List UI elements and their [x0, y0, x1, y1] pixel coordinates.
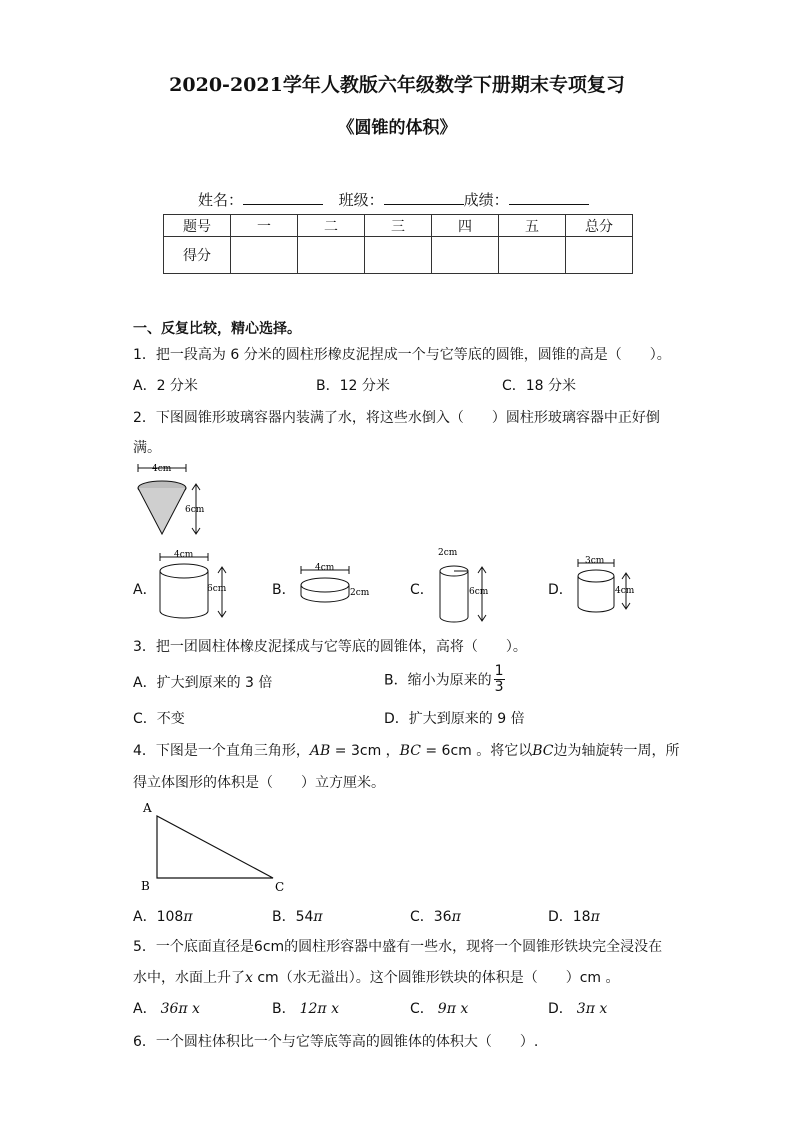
header-cell: 总分 — [566, 215, 633, 237]
cyl-a-diameter: 4cm — [174, 550, 194, 560]
q3-option-b-text: B．缩小为原来的 — [384, 672, 492, 689]
class-label: 班级： — [338, 191, 384, 209]
header-cell: 一 — [231, 215, 298, 237]
q2-cone-figure — [130, 460, 220, 540]
q1-option-a[interactable]: A．2 分米 — [133, 378, 198, 394]
q1-option-b[interactable]: B．12 分米 — [316, 378, 390, 394]
vertex-b-label: B — [141, 879, 150, 893]
section-title: 一、反复比较，精心选择。 — [133, 321, 301, 337]
q1-stem: 1．把一段高为 6 分米的圆柱形橡皮泥捏成一个与它等底的圆锥，圆锥的高是（ ）。 — [133, 347, 671, 363]
score-table-header-row — [164, 215, 633, 237]
page-title: 2020-2021学年人教版六年级数学下册期末专项复习 — [169, 74, 625, 96]
row-label: 得分 — [164, 237, 231, 274]
q4-triangle-figure — [135, 798, 295, 894]
q4-option-d[interactable]: D．18π — [548, 909, 600, 925]
score-table — [163, 214, 633, 274]
header-cell: 五 — [499, 215, 566, 237]
q3-option-b[interactable] — [384, 664, 505, 695]
q2-cylinder-c — [428, 545, 500, 627]
q4-option-a[interactable]: A．108π — [133, 909, 193, 925]
header-cell: 三 — [365, 215, 432, 237]
q3-option-d[interactable]: D．扩大到原来的 9 倍 — [384, 711, 525, 727]
class-blank[interactable] — [384, 190, 464, 205]
q4-option-b[interactable]: B．54π — [272, 909, 323, 925]
q5-stem-line2: 水中，水面上升了x cm（水无溢出）。这个圆锥形铁块的体积是（ ）cm 。 — [133, 970, 620, 986]
cyl-c-radius: 2cm — [438, 548, 458, 558]
q2-option-b[interactable]: B． — [272, 582, 296, 598]
q2-stem-line1: 2．下图圆锥形玻璃容器内装满了水，将这些水倒入（ ）圆柱形玻璃容器中正好倒 — [133, 410, 660, 426]
score-cell[interactable] — [432, 237, 499, 274]
q4-stem-line1: 4．下图是一个直角三角形，AB = 3cm ，BC = 6cm 。将它以BC边为轴旋转一周，所 — [133, 743, 680, 759]
q2-option-d[interactable]: D． — [548, 582, 573, 598]
header-cell: 题号 — [164, 215, 231, 237]
cyl-d-height: 4cm — [615, 586, 635, 596]
cone-height-label: 6cm — [185, 505, 205, 515]
vertex-c-label: C — [275, 880, 285, 894]
q5-option-b[interactable]: B． 12π x — [272, 1001, 339, 1017]
q2-cylinder-a — [152, 547, 236, 625]
q3-option-a[interactable]: A．扩大到原来的 3 倍 — [133, 675, 273, 691]
cone-diameter-label: 4cm — [152, 464, 172, 474]
cyl-d-diameter: 3cm — [585, 556, 605, 566]
score-blank[interactable] — [509, 190, 589, 205]
q2-option-c[interactable]: C． — [410, 582, 434, 598]
header-cell: 四 — [432, 215, 499, 237]
score-cell[interactable] — [566, 237, 633, 274]
cyl-b-diameter: 4cm — [315, 563, 335, 573]
q2-cylinder-d — [570, 553, 642, 617]
score-cell[interactable] — [499, 237, 566, 274]
score-table-score-row — [164, 237, 633, 274]
q4-option-c[interactable]: C．36π — [410, 909, 461, 925]
score-cell[interactable] — [365, 237, 432, 274]
cyl-a-height: 6cm — [207, 584, 227, 594]
name-label: 姓名： — [198, 191, 244, 209]
score-cell[interactable] — [298, 237, 365, 274]
q5-option-c[interactable]: C． 9π x — [410, 1001, 469, 1017]
score-label: 成绩： — [463, 191, 509, 209]
q3-stem: 3．把一团圆柱体橡皮泥揉成与它等底的圆锥体，高将（ ）。 — [133, 639, 527, 655]
fraction-one-third: $\frac{1}{3}$ — [494, 663, 504, 695]
cyl-c-height: 6cm — [469, 587, 489, 597]
q6-stem: 6．一个圆柱体积比一个与它等底等高的圆锥体的体积大（ ）. — [133, 1034, 539, 1050]
q2-stem-line2: 满。 — [133, 440, 161, 456]
student-info-line — [198, 189, 589, 210]
q3-option-c[interactable]: C．不变 — [133, 711, 185, 727]
q5-stem-line1: 5．一个底面直径是6cm的圆柱形容器中盛有一些水，现将一个圆锥形铁块完全浸没在 — [133, 939, 663, 955]
vertex-a-label: A — [143, 801, 152, 815]
q5-option-d[interactable]: D． 3π x — [548, 1001, 608, 1017]
q5-option-a[interactable]: A． 36π x — [133, 1001, 200, 1017]
page-subtitle: 《圆锥的体积》 — [337, 118, 457, 138]
q2-cylinder-b — [293, 560, 379, 608]
q1-option-c[interactable]: C．18 分米 — [502, 378, 577, 394]
score-cell[interactable] — [231, 237, 298, 274]
name-blank[interactable] — [243, 190, 323, 205]
q4-stem-line2: 得立体图形的体积是（ ）立方厘米。 — [133, 775, 385, 791]
q2-option-a[interactable]: A． — [133, 582, 157, 598]
header-cell: 二 — [298, 215, 365, 237]
cyl-b-height: 2cm — [350, 588, 370, 598]
